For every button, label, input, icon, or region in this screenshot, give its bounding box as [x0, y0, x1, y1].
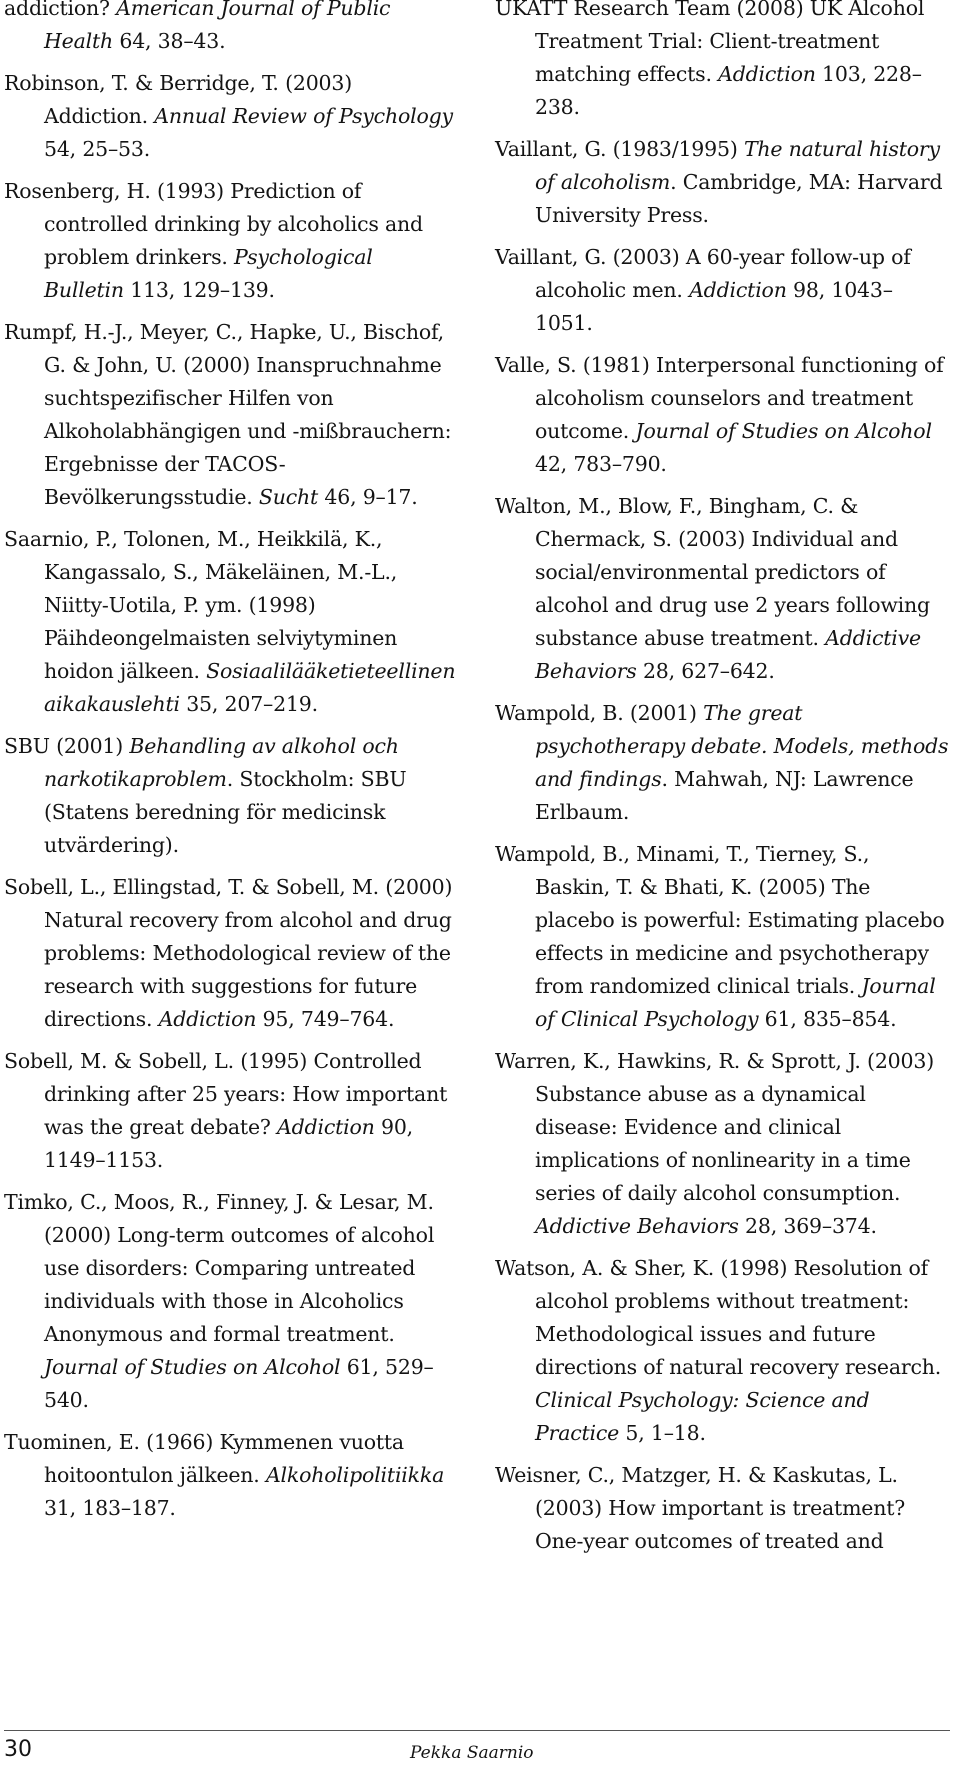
reference-entry: Vaillant, G. (1983/1995) The natural history of alcoholism. Cambridge, MA: Harvard University Press. [495, 137, 943, 227]
reference-entry: Sobell, M. & Sobell, L. (1995) Controlled drinking after 25 years: How important was the great debate? Addiction 90, 1149–1153. [4, 1049, 448, 1172]
reference-entry: SBU (2001) Behandling av alkohol och narkotikaproblem. Stockholm: SBU (Statens beredning för medicinsk utvärdering). [4, 734, 407, 857]
reference-entry: Saarnio, P., Tolonen, M., Heikkilä, K., Kangassalo, S., Mäkeläinen, M.-L., Niitty-Uotila, P. ym. (1998) Päihdeongelmaisten selviytyminen hoidon jälkeen. Sosiaalilääketieteellinen aikakauslehti 35, 207–219. [4, 527, 456, 716]
reference-entry: Tuominen, E. (1966) Kymmenen vuotta hoitoontulon jälkeen. Alkoholipolitiikka 31, 183–187. [4, 1430, 445, 1520]
reference-entry: Robinson, T. & Berridge, T. (2003) Addiction. Annual Review of Psychology 54, 25–53. [4, 71, 453, 161]
running-footer-author: Pekka Saarnio [410, 1743, 534, 1763]
reference-entry: Timko, C., Moos, R., Finney, J. & Lesar, M. (2000) Long-term outcomes of alcohol use disorders: Comparing untreated individuals with those in Alcoholics Anonymous and formal treatment. Journal of Studies on Alcohol 61, 529–540. [4, 1190, 435, 1412]
left-reference-column [4, 0, 456, 1534]
reference-entry: Weisner, C., Matzger, H. & Kaskutas, L. (2003) How important is treatment? One-year outcomes of treated and [495, 1463, 906, 1553]
reference-entry: UKATT Research Team (2008) UK Alcohol Treatment Trial: Client-treatment matching effects. Addiction 103, 228–238. [495, 0, 925, 119]
reference-entry: Wampold, B., Minami, T., Tierney, S., Baskin, T. & Bhati, K. (2005) The placebo is powerful: Estimating placebo effects in medicine and psychotherapy from randomized clinical trials. Journal of Clinical Psychology 61, 835–854. [495, 842, 945, 1031]
reference-entry: Vaillant, G. (2003) A 60-year follow-up of alcoholic men. Addiction 98, 1043–1051. [495, 245, 911, 335]
reference-entry: addiction? American Journal of Public Health 64, 38–43. [4, 0, 391, 53]
reference-entry: Rosenberg, H. (1993) Prediction of controlled drinking by alcoholics and problem drinkers. Psychological Bulletin 113, 129–139. [4, 179, 423, 302]
reference-entry: Watson, A. & Sher, K. (1998) Resolution of alcohol problems without treatment: Methodological issues and future directions of natural recovery research. Clinical Psychology: Science and Practice 5, 1–18. [495, 1256, 942, 1445]
footer-divider [4, 1730, 950, 1731]
reference-entry: Rumpf, H.-J., Meyer, C., Hapke, U., Bischof, G. & John, U. (2000) Inanspruchnahme suchtspezifischer Hilfen von Alkoholabhängigen und -mißbrauchern: Ergebnisse der TACOS-Bevölkerungsstudie. Sucht 46, 9–17. [4, 320, 452, 509]
reference-entry: Valle, S. (1981) Interpersonal functioning of alcoholism counselors and treatment outcome. Journal of Studies on Alcohol 42, 783–790. [495, 353, 944, 476]
reference-entry: Sobell, L., Ellingstad, T. & Sobell, M. (2000) Natural recovery from alcohol and drug problems: Methodological review of the research with suggestions for future directions. Addiction 95, 749–764. [4, 875, 453, 1031]
reference-entry: Walton, M., Blow, F., Bingham, C. & Chermack, S. (2003) Individual and social/environmental predictors of alcohol and drug use 2 years following substance abuse treatment. Addictive Behaviors 28, 627–642. [495, 494, 930, 683]
reference-entry: Warren, K., Hawkins, R. & Sprott, J. (2003) Substance abuse as a dynamical disease: Evidence and clinical implications of nonlinearity in a time series of daily alcohol consumption. Addictive Behaviors 28, 369–374. [495, 1049, 934, 1238]
reference-entry: Wampold, B. (2001) The great psychotherapy debate. Models, methods and findings. Mahwah, NJ: Lawrence Erlbaum. [495, 701, 949, 824]
right-reference-column [495, 0, 950, 1567]
page-number: 30 [4, 1737, 32, 1762]
